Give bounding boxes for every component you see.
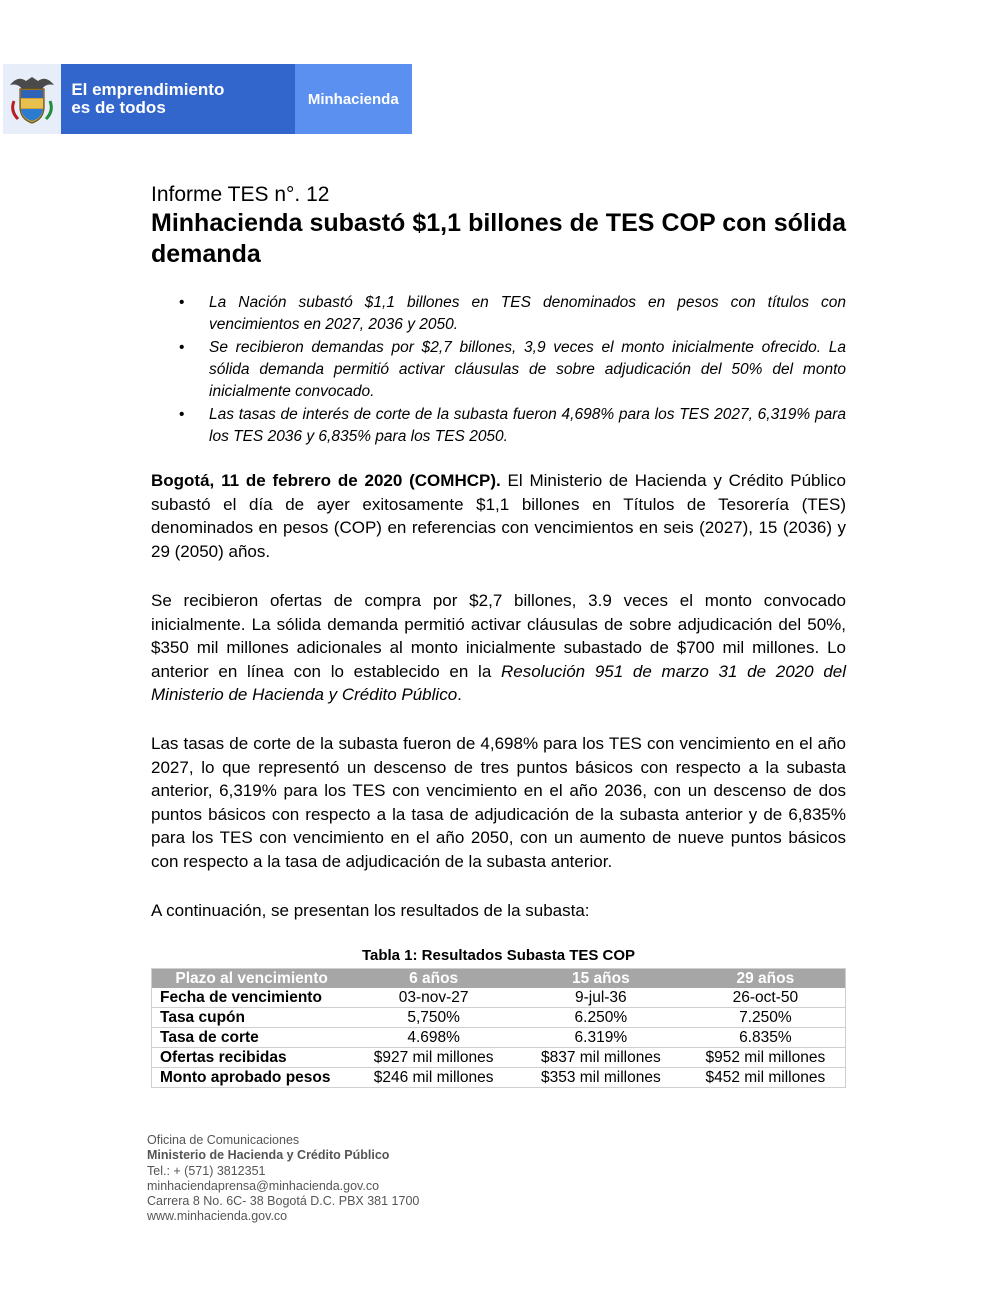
report-number: Informe TES n°. 12 xyxy=(151,183,330,206)
dateline: Bogotá, 11 de febrero de 2020 (COMHCP). xyxy=(151,471,501,490)
paragraph-4: A continuación, se presentan los resultados de la subasta: xyxy=(151,901,590,920)
row-label: Tasa de corte xyxy=(152,1028,352,1048)
table-cell: $837 mil millones xyxy=(516,1048,686,1068)
table-cell: $452 mil millones xyxy=(686,1068,846,1088)
table-cell: 9-jul-36 xyxy=(516,988,686,1008)
paragraph-1-text: El Ministerio de Hacienda y Crédito Público subastó el día de ayer exitosamente $1,1 billones en Títulos de Tesorería (TES) denominados en pesos (COP) en referencias con vencimientos en seis (2027), 15 (2036) y 29 (2050) años. xyxy=(151,471,847,561)
table-cell: 4.698% xyxy=(351,1028,516,1048)
table-cell: $952 mil millones xyxy=(686,1048,846,1068)
brand-name: Minhacienda xyxy=(307,90,399,108)
paragraph-3: Las tasas de corte de la subasta fueron de 4,698% para los TES con vencimiento en el año 2027, lo que representó un descenso de tres puntos básicos con respecto a la subasta anterior, 6,319% para los TES con vencimiento en el año 2036, con un descenso de dos puntos básicos con respecto a la tasa de adjudicación de la subasta anterior y de 6,835% para los TES con vencimiento en el año 2050, con un aumento de nueve puntos básicos con respecto a la tasa de adjudicación de la subasta anterior. xyxy=(151,734,846,871)
paragraph-2 xyxy=(151,589,846,707)
table-cell: 6.835% xyxy=(686,1028,846,1048)
bullet-text: Las tasas de interés de corte de la subasta fueron 4,698% para los TES 2027, 6,319% para los TES 2036 y 6,835% para los TES 2050. xyxy=(209,406,846,445)
bullet-text: La Nación subastó $1,1 billones en TES denominados en pesos con títulos con vencimientos en 2027, 2036 y 2050. xyxy=(209,294,846,333)
bullet-dot-icon: • xyxy=(179,406,185,423)
bullet-text: Se recibieron demandas por $2,7 billones, 3,9 veces el monto inicialmente ofrecido. La sólida demanda permitió activar cláusulas de sobre adjudicación del 50% del monto inicialmente convocado. xyxy=(209,339,846,400)
footer-email[interactable]: minhaciendaprensa@minhacienda.gov.co xyxy=(147,1178,380,1193)
table-cell: 6.319% xyxy=(516,1028,686,1048)
row-label: Ofertas recibidas xyxy=(152,1048,352,1068)
footer-ministry: Ministerio de Hacienda y Crédito Público xyxy=(147,1148,390,1163)
table-cell: 7.250% xyxy=(686,1008,846,1028)
table-title: Tabla 1: Resultados Subasta TES COP xyxy=(361,947,636,964)
headline: Minhacienda subastó $1,1 billones de TES COP con sólida demanda xyxy=(151,209,846,268)
table-cell: $927 mil millones xyxy=(351,1048,516,1068)
bullet-item xyxy=(175,337,846,403)
resolution-reference: Resolución 951 de marzo 31 de 2020 del Ministerio de Hacienda y Crédito Público xyxy=(151,661,846,705)
table-header-row xyxy=(152,969,846,989)
table-cell: 5,750% xyxy=(351,1008,516,1028)
results-table xyxy=(151,968,846,1088)
paragraph-2-text: Se recibieron ofertas de compra por $2,7 billones, 3.9 veces el monto convocado inicialmente. La sólida demanda permitió activar cláusulas de sobre adjudicación del 50%, $350 mil millones adicionales al monto inicialmente subastado de $700 mil millones. Lo anterior en línea con lo establecido en la xyxy=(151,591,846,681)
bullet-dot-icon: • xyxy=(179,339,185,356)
table-header: 6 años xyxy=(351,969,516,989)
table-cell: 03-nov-27 xyxy=(351,988,516,1008)
slogan-line-2: es de todos xyxy=(71,98,166,117)
table-header: 29 años xyxy=(686,969,846,989)
crest-container xyxy=(3,64,61,134)
table-cell: 6.250% xyxy=(516,1008,686,1028)
footer-office: Oficina de Comunicaciones xyxy=(147,1133,300,1147)
row-label: Tasa cupón xyxy=(152,1008,352,1028)
table-row xyxy=(152,988,846,1008)
footer-address: Carrera 8 No. 6C- 38 Bogotá D.C. PBX 381 1700 xyxy=(147,1194,420,1209)
footer-website[interactable]: www.minhacienda.gov.co xyxy=(147,1209,288,1224)
row-label: Fecha de vencimiento xyxy=(152,988,352,1008)
brand-block xyxy=(295,64,412,134)
bullet-item xyxy=(175,404,846,448)
table-row xyxy=(152,1048,846,1068)
row-label: Monto aprobado pesos xyxy=(152,1068,352,1088)
summary-bullets xyxy=(175,292,846,449)
bullet-dot-icon: • xyxy=(179,294,185,311)
footer-phone: Tel.: + (571) 3812351 xyxy=(147,1163,266,1178)
slogan-block xyxy=(61,64,294,134)
table-row xyxy=(152,1028,846,1048)
table-row xyxy=(152,1008,846,1028)
slogan xyxy=(71,81,224,117)
bullet-item xyxy=(175,292,846,336)
header-banner xyxy=(3,64,412,134)
paragraph-2-end: . xyxy=(457,685,462,705)
table-header: Plazo al vencimiento xyxy=(152,969,352,989)
colombia-coat-of-arms-icon xyxy=(6,71,58,127)
table-header: 15 años xyxy=(516,969,686,989)
table-cell: $353 mil millones xyxy=(516,1068,686,1088)
table-row xyxy=(152,1068,846,1088)
slogan-line-1: El emprendimiento xyxy=(71,80,225,99)
footer xyxy=(147,1133,419,1225)
table-cell: $246 mil millones xyxy=(351,1068,516,1088)
paragraph-1 xyxy=(151,469,846,563)
table-cell: 26-oct-50 xyxy=(686,988,846,1008)
